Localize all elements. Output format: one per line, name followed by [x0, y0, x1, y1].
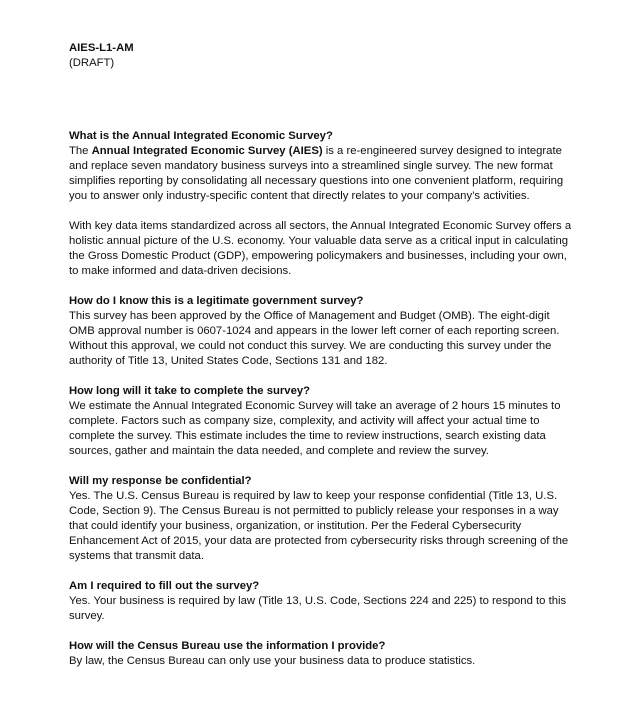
faq-section-legitimate-survey — [69, 294, 577, 369]
faq-answer-paragraph: We estimate the Annual Integrated Economic Survey will take an average of 2 hours 15 minutes to complete. Factors such as company size, complexity, and activity will affect your actual time to complete the survey. This estimate includes the time to review instructions, search existing data sources, gather and maintain the data needed, and complete and review the survey. — [69, 400, 561, 457]
faq-question-heading: What is the Annual Integrated Economic Survey? — [69, 130, 333, 142]
document-draft-label: (DRAFT) — [69, 56, 115, 69]
faq-section-confidentiality — [69, 474, 577, 564]
faq-question-heading: How long will it take to complete the survey? — [69, 385, 311, 397]
faq-answer-paragraph: Yes. Your business is required by law (Title 13, U.S. Code, Sections 224 and 225) to respond to this survey. — [69, 595, 567, 622]
faq-question-heading: How will the Census Bureau use the information I provide? — [69, 640, 386, 652]
faq-answer-paragraph — [69, 144, 577, 204]
faq-answer-paragraph: This survey has been approved by the Office of Management and Budget (OMB). The eight-digit OMB approval number is 0607-1024 and appears in the lower left corner of each reporting screen. Without this approval, we could not conduct this survey. We are conducting this survey under the authority of Title 13, United States Code, Sections 131 and 182. — [69, 310, 560, 367]
faq-question-heading: How do I know this is a legitimate government survey? — [69, 295, 364, 307]
faq-answer-paragraph: By law, the Census Bureau can only use your business data to produce statistics. — [69, 655, 476, 667]
faq-answer-paragraph: With key data items standardized across all sectors, the Annual Integrated Economic Survey offers a holistic annual picture of the U.S. economy. Your valuable data serve as a critical input in calculating the Gross Domestic Product (GDP), empowering policymakers and businesses, including your own, to make informed and data-driven decisions. — [69, 220, 572, 277]
faq-content — [69, 129, 577, 684]
faq-question-heading: Am I required to fill out the survey? — [69, 580, 260, 592]
faq-section-information-use — [69, 639, 577, 669]
document-code-label: AIES-L1-AM — [69, 42, 134, 54]
faq-section-time-to-complete — [69, 384, 577, 459]
aies-bold-text: Annual Integrated Economic Survey (AIES) — [91, 145, 323, 157]
faq-section-what-is-aies — [69, 129, 577, 279]
faq-section-required-by-law — [69, 579, 577, 624]
answer-text-prefix: The — [69, 145, 92, 157]
answer-text-rest: is a re-engineered survey designed to integrate and replace seven mandatory business surveys into a streamlined single survey. The new format simplifies reporting by consolidating all necessary questions into one convenient platform, requiring you to answer only industry-specific content that directly relates to your company’s activities. — [69, 145, 564, 202]
faq-question-heading: Will my response be confidential? — [69, 475, 252, 487]
document-header — [69, 41, 134, 70]
faq-answer-paragraph: Yes. The U.S. Census Bureau is required by law to keep your response confidential (Title 13, U.S. Code, Section 9). The Census Bureau is not permitted to publicly release your responses in a way that could identify your business, organization, or institution. Per the Federal Cybersecurity Enhancement Act of 2015, your data are protected from cybersecurity risks through screening of the systems that transmit data. — [69, 490, 569, 562]
